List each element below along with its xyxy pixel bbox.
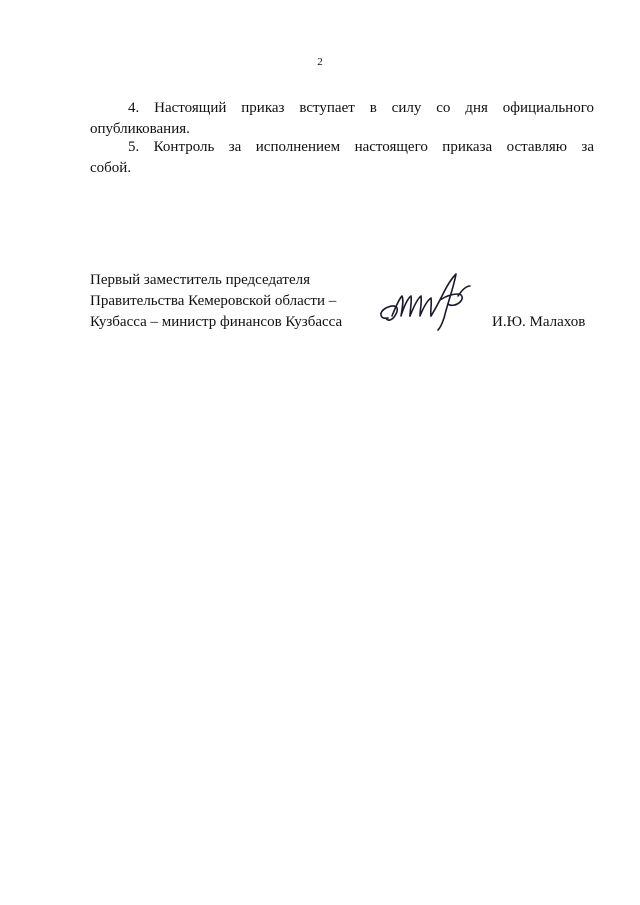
paragraph-4 bbox=[90, 98, 594, 140]
signer-position-line-2: Правительства Кемеровской области – bbox=[90, 293, 337, 309]
handwritten-signature bbox=[374, 266, 486, 336]
paragraph-5-line-1: 5. Контроль за исполнением настоящего приказа оставляю за bbox=[128, 139, 594, 155]
signer-name: И.Ю. Малахов bbox=[492, 314, 586, 330]
signer-position-line-1: Первый заместитель председателя bbox=[90, 272, 310, 288]
signer-position bbox=[90, 270, 342, 333]
paragraph-4-line-1: 4. Настоящий приказ вступает в силу со дня официального bbox=[128, 100, 594, 116]
page-number: 2 bbox=[317, 56, 323, 68]
paragraph-5 bbox=[90, 137, 594, 179]
paragraph-5-line-2: собой. bbox=[90, 160, 132, 176]
paragraph-4-line-2: опубликования. bbox=[90, 121, 190, 137]
signer-position-line-3: Кузбасса – министр финансов Кузбасса bbox=[90, 314, 343, 330]
